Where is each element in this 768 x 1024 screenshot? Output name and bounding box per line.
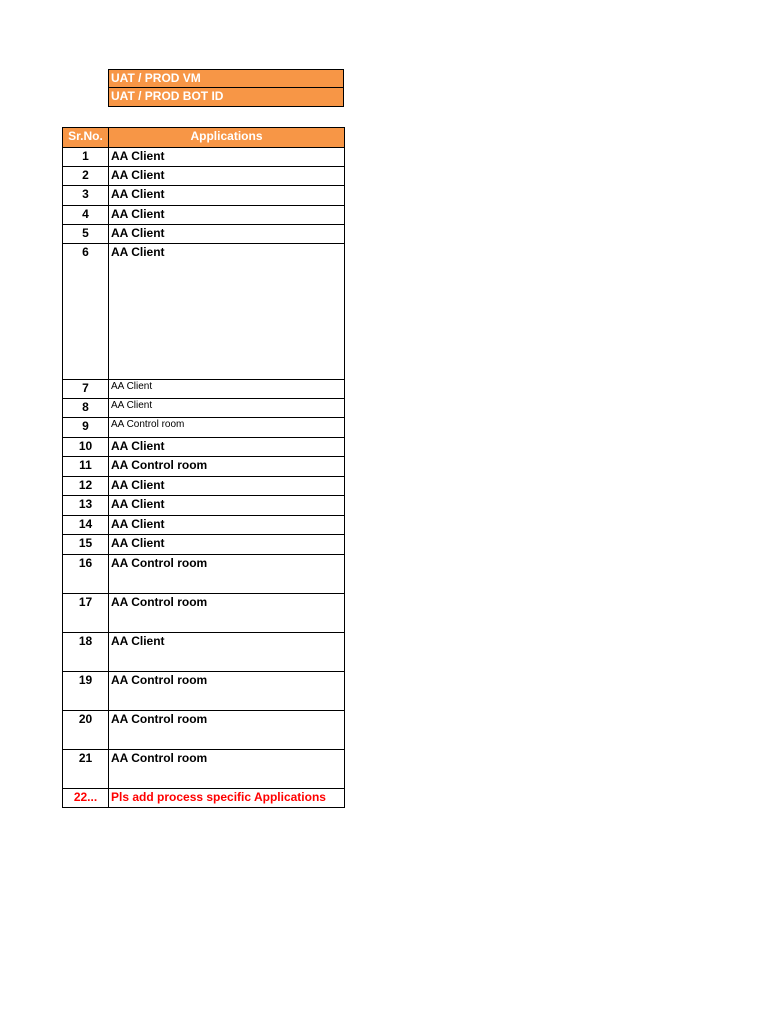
- application-cell: AA Client: [109, 186, 345, 206]
- table-row: [63, 206, 345, 225]
- table-row: [63, 555, 345, 594]
- application-cell: AA Control room: [109, 711, 345, 750]
- table-row: [63, 167, 345, 186]
- table-row: [63, 457, 345, 477]
- sr-no-cell: 22...: [63, 789, 109, 808]
- sr-no-cell: 12: [63, 477, 109, 496]
- application-cell: AA Control room: [109, 555, 345, 594]
- table-row: [63, 711, 345, 750]
- sr-no-cell: 9: [63, 418, 109, 438]
- application-cell: AA Client: [109, 496, 345, 516]
- sr-no-cell: 20: [63, 711, 109, 750]
- uat-prod-bot-id-label: UAT / PROD BOT ID: [108, 88, 344, 107]
- table-row: [63, 750, 345, 789]
- column-header-sr-no: Sr.No.: [63, 128, 109, 148]
- table-row: [63, 225, 345, 244]
- table-row: [63, 535, 345, 555]
- sr-no-cell: 4: [63, 206, 109, 225]
- application-cell: AA Client: [109, 148, 345, 167]
- table-row: [63, 380, 345, 399]
- application-cell: AA Control room: [109, 594, 345, 633]
- sr-no-cell: 5: [63, 225, 109, 244]
- sr-no-cell: 18: [63, 633, 109, 672]
- table-header-row: [63, 128, 345, 148]
- applications-table: [62, 127, 345, 808]
- application-cell: AA Control room: [109, 750, 345, 789]
- sr-no-cell: 13: [63, 496, 109, 516]
- table-row: [63, 789, 345, 808]
- application-cell: AA Client: [109, 244, 345, 380]
- application-cell: AA Client: [109, 516, 345, 535]
- sr-no-cell: 19: [63, 672, 109, 711]
- sr-no-cell: 17: [63, 594, 109, 633]
- table-row: [63, 516, 345, 535]
- sr-no-cell: 10: [63, 438, 109, 457]
- application-cell: AA Control room: [109, 672, 345, 711]
- table-row: [63, 438, 345, 457]
- sr-no-cell: 7: [63, 380, 109, 399]
- table-row: [63, 186, 345, 206]
- application-cell: AA Client: [109, 438, 345, 457]
- application-cell: Pls add process specific Applications: [109, 789, 345, 808]
- application-cell: AA Client: [109, 225, 345, 244]
- application-cell: AA Client: [109, 477, 345, 496]
- sr-no-cell: 21: [63, 750, 109, 789]
- application-cell: AA Control room: [109, 457, 345, 477]
- uat-prod-vm-label: UAT / PROD VM: [108, 69, 344, 88]
- application-cell: AA Client: [109, 399, 345, 418]
- sr-no-cell: 14: [63, 516, 109, 535]
- column-header-applications: Applications: [109, 128, 345, 148]
- sr-no-cell: 11: [63, 457, 109, 477]
- table-row: [63, 148, 345, 167]
- table-row: [63, 633, 345, 672]
- sr-no-cell: 2: [63, 167, 109, 186]
- sr-no-cell: 6: [63, 244, 109, 380]
- application-cell: AA Client: [109, 380, 345, 399]
- table-row: [63, 418, 345, 438]
- sr-no-cell: 1: [63, 148, 109, 167]
- sr-no-cell: 15: [63, 535, 109, 555]
- application-cell: AA Client: [109, 633, 345, 672]
- sr-no-cell: 8: [63, 399, 109, 418]
- application-cell: AA Control room: [109, 418, 345, 438]
- table-row: [63, 244, 345, 380]
- sr-no-cell: 3: [63, 186, 109, 206]
- table-row: [63, 672, 345, 711]
- application-cell: AA Client: [109, 167, 345, 186]
- application-cell: AA Client: [109, 535, 345, 555]
- table-row: [63, 399, 345, 418]
- sr-no-cell: 16: [63, 555, 109, 594]
- table-row: [63, 496, 345, 516]
- table-row: [63, 477, 345, 496]
- application-cell: AA Client: [109, 206, 345, 225]
- table-row: [63, 594, 345, 633]
